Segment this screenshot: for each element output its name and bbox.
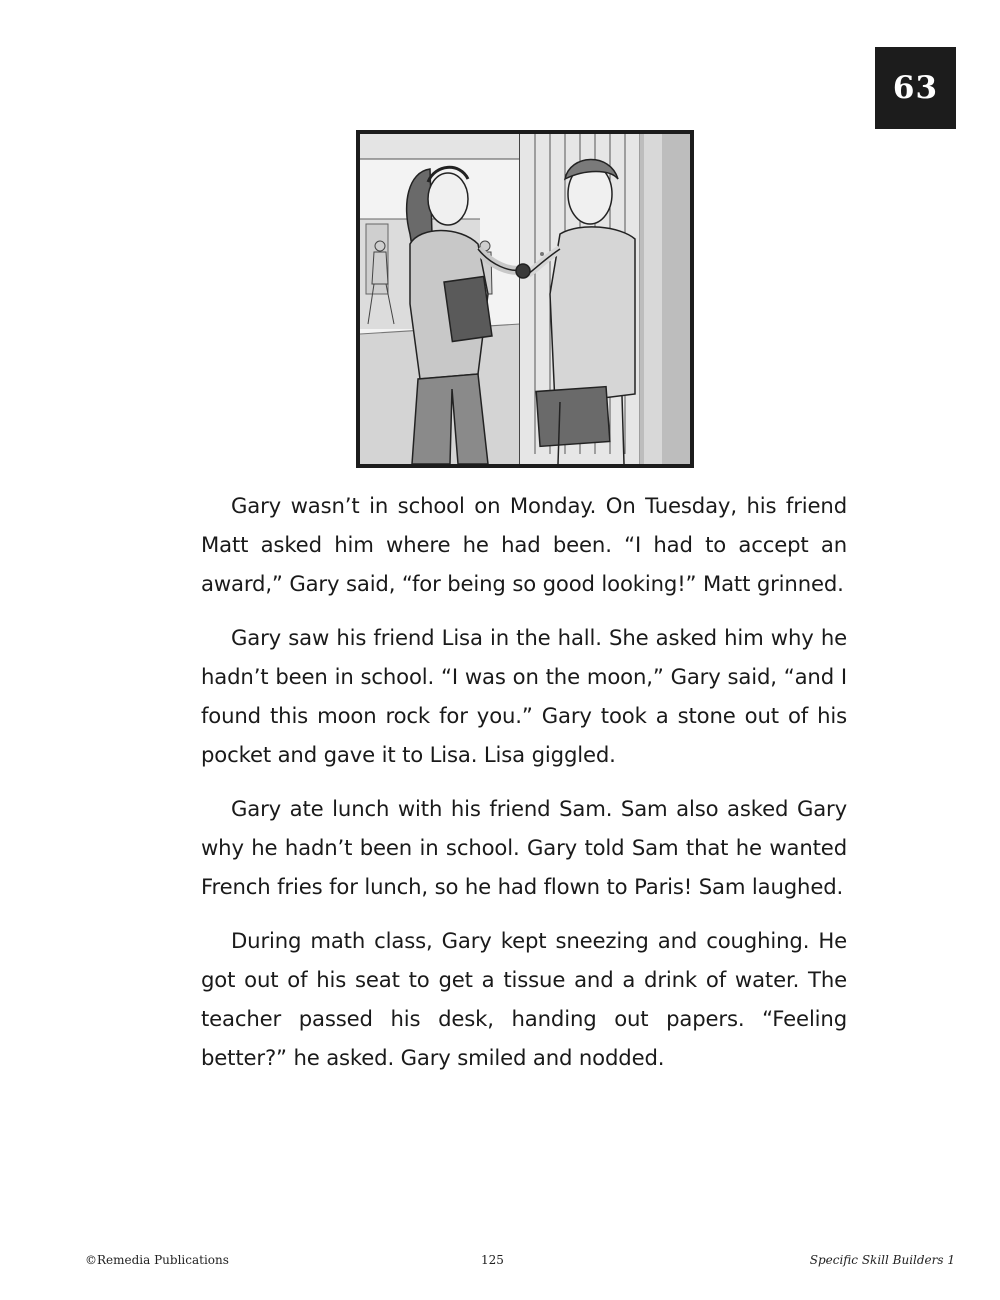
story-paragraph-2: Gary saw his friend Lisa in the hall. She asked him why he hadn’t been in school. “I was on the moon,” Gary said, “and I found this moon rock for you.” Gary took a stone out of his pocket and gave it to Lisa. Lisa giggled. <box>201 625 847 767</box>
hallway-scene-illustration <box>360 134 690 464</box>
footer-page-number: 125 <box>481 1253 504 1267</box>
story-paragraph-3: Gary ate lunch with his friend Sam. Sam also asked Gary why he hadn’t been in school. Gary told Sam that he wanted French fries for lunch, so he had flown to Paris! Sam laughed. <box>201 796 847 899</box>
story-paragraph-4: During math class, Gary kept sneezing and coughing. He got out of his seat to get a tissue and a drink of water. The teacher passed his desk, handing out papers. “Feeling better?” he asked. Gary smiled and nodded. <box>201 928 847 1070</box>
lesson-number-badge <box>875 47 956 129</box>
story-paragraph-1: Gary wasn’t in school on Monday. On Tuesday, his friend Matt asked him where he had been. “I had to accept an award,” Gary said, “for being so good looking!” Matt grinned. <box>201 493 847 596</box>
lesson-number: 63 <box>892 70 939 106</box>
footer-publisher: ©Remedia Publications <box>85 1253 229 1267</box>
story-illustration <box>356 130 694 468</box>
footer-book-title: Specific Skill Builders 1 <box>809 1253 955 1267</box>
story-text <box>201 486 847 1092</box>
